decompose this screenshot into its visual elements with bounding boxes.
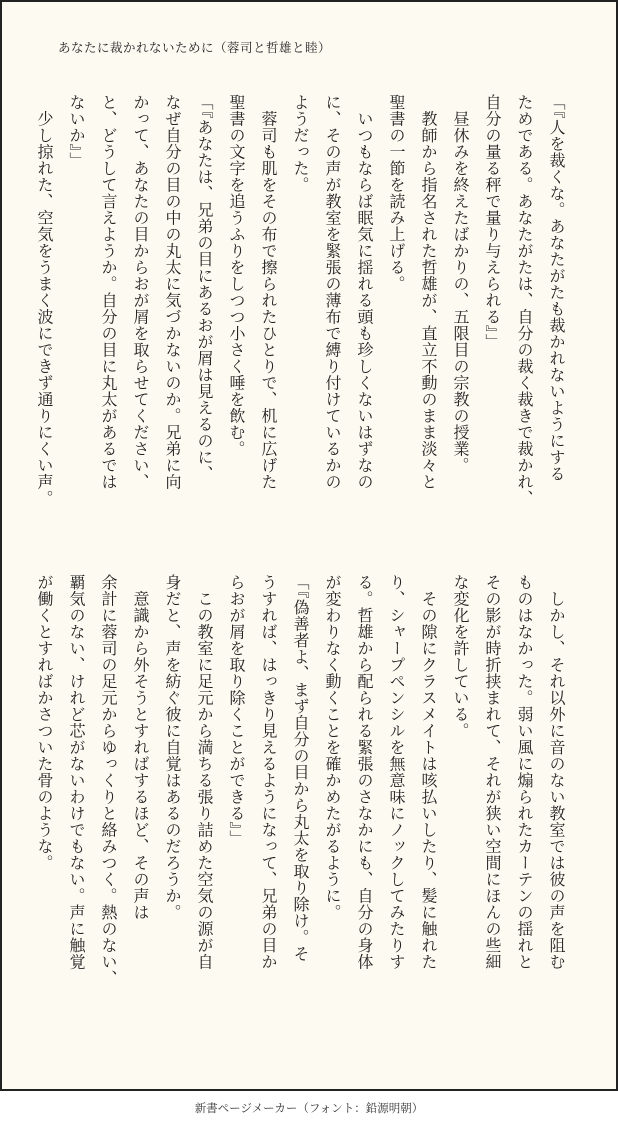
text-line: いつもならば眠気に揺れる頭も珍しくないはずなの — [355, 94, 374, 490]
text-line: 「『偽善者よ、まず自分の目から丸太を取り除け。そ — [291, 574, 310, 962]
text-line: る。哲雄から配られる緊張のさなかにも、自分の身体 — [355, 574, 374, 970]
text-line: 少し掠れた、空気をうまく波にできず通りにくい声。 — [35, 94, 54, 507]
text-line: 昼休みを終えたばかりの、五限目の宗教の授業。 — [451, 94, 470, 474]
text-line: が働くとすればかさついた骨のような。 — [35, 574, 54, 871]
text-line: ためである。あなたがたは、自分の裁く裁きで裁かれ、 — [515, 94, 534, 507]
text-line: 「『人を裁くな。あなたがたも裁かれないようにする — [547, 94, 566, 482]
text-line: 意識から外そうとすればするほど、その声は — [131, 574, 150, 921]
text-line: この教室に足元から満ちる張り詰めた空気の源が自 — [195, 574, 214, 970]
text-line: 教師から指名された哲雄が、直立不動のまま淡々と — [419, 94, 438, 490]
text-line: が変わりなく動くことを確かめたがるように。 — [323, 574, 342, 921]
text-line: 蓉司も肌をその布で擦られたひとりで、机に広げた — [259, 94, 278, 490]
text-line: ないか』」 — [67, 94, 86, 169]
text-line: な変化を許している。 — [451, 574, 470, 739]
generator-credit: 新書ページメーカー（フォント：鉛源明朝） — [194, 1101, 424, 1115]
running-title: あなたに裁かれないために（蓉司と哲雄と睦） — [58, 40, 332, 55]
text-line: 聖書の一節を読み上げる。 — [387, 94, 406, 292]
text-line: り、シャープペンシルを無意味にノックしてみたりす — [387, 574, 406, 970]
text-line: 余計に蓉司の足元からゆっくりと絡みつく。熱のない、 — [99, 574, 118, 987]
text-line: その隙にクラスメイトは咳払いしたり、髪に触れた — [419, 574, 438, 970]
text-line: その影が時折挟まれて、それが狭い空間にほんの些細 — [483, 574, 502, 970]
text-line: ようだった。 — [291, 94, 310, 193]
text-line: ものはなかった。弱い風に煽られたカーテンの揺れと — [515, 574, 534, 970]
text-line: かって、あなたの目からおが屑を取らせてください、 — [131, 94, 150, 490]
text-line: と、どうして言えようか。自分の目に丸太があるでは — [99, 94, 118, 490]
text-line: 聖書の文字を追うふりをしつつ小さく唾を飲む。 — [227, 94, 246, 457]
text-line: らおが屑を取り除くことができる』」 — [227, 574, 246, 847]
text-line: に、その声が教室を緊張の薄布で縛り付けているかの — [323, 94, 342, 490]
upper-text-block — [35, 94, 572, 554]
lower-text-block — [35, 574, 572, 994]
text-line: しかし、それ以外に音のない教室では彼の声を阻む — [547, 574, 566, 970]
text-line: 覇気のない、けれど芯がないわけでもない。声に触覚 — [67, 574, 86, 970]
text-line: なぜ自分の目の中の丸太に気づかないのか。兄弟に向 — [163, 94, 182, 490]
text-line: 身だと、声を紡ぐ彼に自覚はあるのだろうか。 — [163, 574, 182, 921]
text-line: 自分の量る秤で量り与えられる』」 — [483, 94, 502, 350]
text-line: うすれば、はっきり見えるようになって、兄弟の目か — [259, 574, 278, 970]
text-line: 「『あなたは、兄弟の目にあるおが屑は見えるのに、 — [195, 94, 214, 482]
